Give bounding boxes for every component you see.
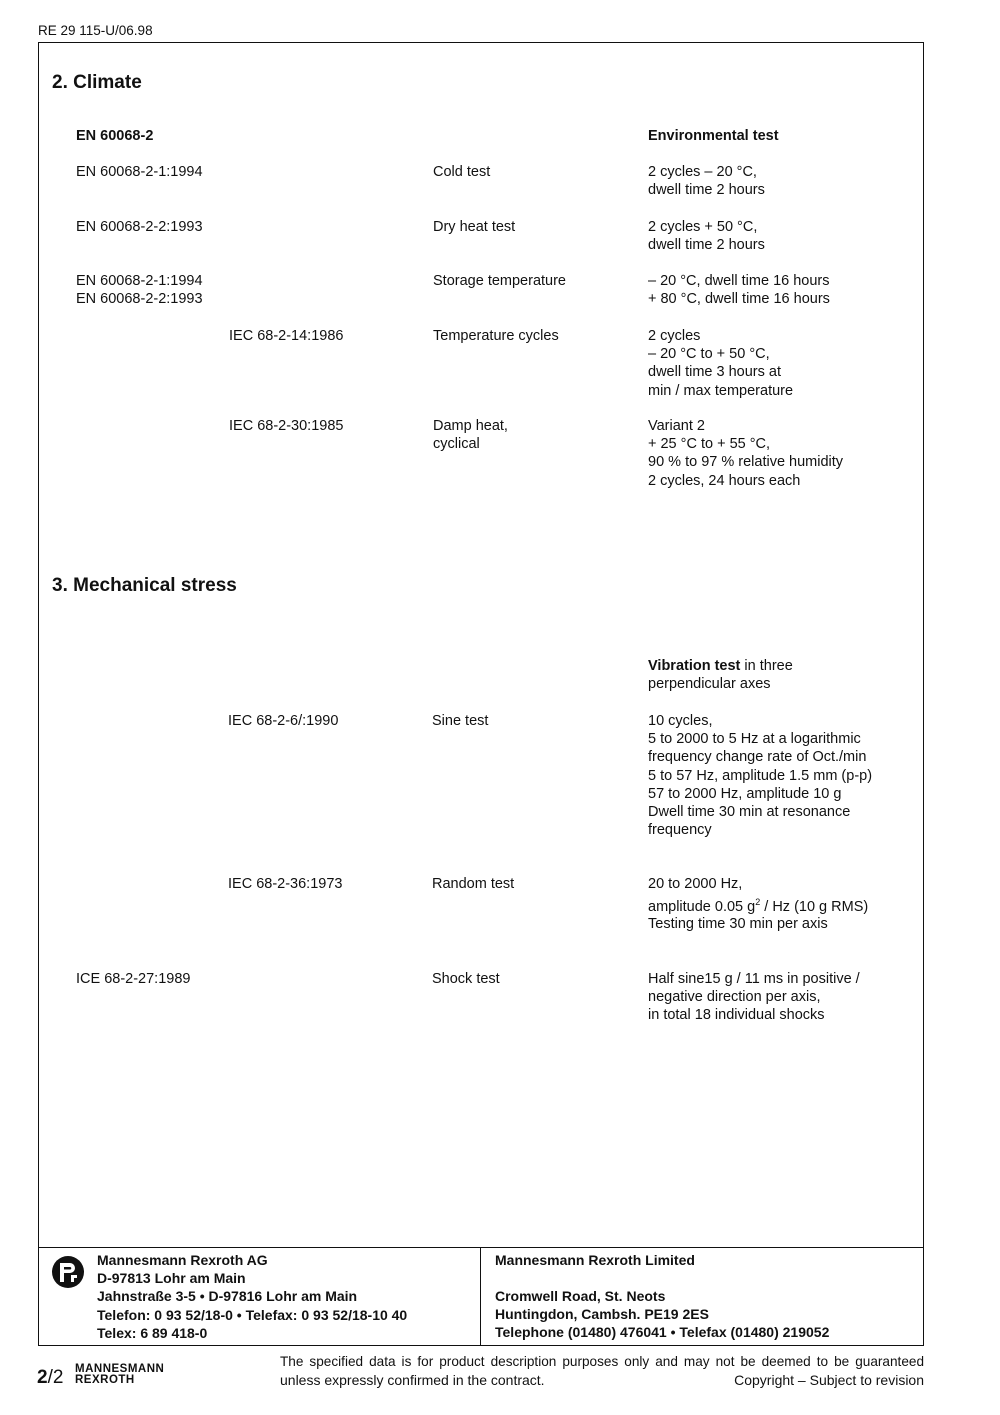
climate-standard: EN 60068-2-1:1994 bbox=[76, 164, 203, 180]
climate-test-spec: Variant 2 bbox=[648, 418, 705, 434]
sine-spec-line: 5 to 57 Hz, amplitude 1.5 mm (p-p) bbox=[648, 767, 873, 784]
document-reference: RE 29 115-U/06.98 bbox=[38, 23, 153, 38]
climate-environment-header: Environmental test bbox=[648, 128, 779, 144]
mechanical-heading: 3. Mechanical stress bbox=[52, 575, 237, 596]
sine-spec-line: 5 to 2000 to 5 Hz at a logarithmic bbox=[648, 731, 861, 748]
footer-germany-line: Telefon: 0 93 52/18-0 • Telefax: 0 93 52/18-10 40 bbox=[97, 1306, 408, 1323]
footer-uk-company: Mannesmann Rexroth Limited bbox=[495, 1252, 695, 1268]
footer-germany-line: Telex: 6 89 418-0 bbox=[97, 1324, 208, 1341]
climate-test-spec: + 25 °C to + 55 °C, bbox=[648, 436, 771, 453]
footer-uk-line: Huntingdon, Cambsh. PE19 2ES bbox=[495, 1306, 709, 1323]
shock-spec-line: in total 18 individual shocks bbox=[648, 1007, 825, 1024]
climate-test-spec: – 20 °C, dwell time 16 hours bbox=[648, 273, 830, 289]
page-number-total: /2 bbox=[47, 1367, 64, 1388]
footer-germany-line: D-97813 Lohr am Main bbox=[97, 1270, 246, 1287]
footer-uk-line: Cromwell Road, St. Neots bbox=[495, 1288, 666, 1304]
climate-test-spec: 2 cycles, 24 hours each bbox=[648, 472, 801, 489]
climate-standard-header: EN 60068-2 bbox=[76, 128, 154, 144]
random-test-spec-line: 20 to 2000 Hz, bbox=[648, 876, 743, 892]
climate-test-name: Temperature cycles bbox=[433, 328, 559, 344]
climate-test-name: Cold test bbox=[433, 164, 491, 180]
sine-spec-line: 57 to 2000 Hz, amplitude 10 g bbox=[648, 785, 842, 802]
climate-test-name: Dry heat test bbox=[433, 219, 516, 235]
climate-test-name: Storage temperature bbox=[433, 273, 566, 289]
brand-line-2: REXROTH bbox=[75, 1374, 135, 1386]
random-test-name: Random test bbox=[432, 876, 515, 892]
sine-test-standard: IEC 68-2-6/:1990 bbox=[228, 713, 339, 729]
climate-standard: EN 60068-2-1:1994 bbox=[76, 273, 203, 289]
random-test-standard: IEC 68-2-36:1973 bbox=[228, 876, 343, 892]
climate-test-spec: 2 cycles bbox=[648, 328, 701, 344]
climate-test-spec: + 80 °C, dwell time 16 hours bbox=[648, 291, 830, 308]
climate-standard: EN 60068-2-2:1993 bbox=[76, 219, 203, 235]
shock-test-standard: ICE 68-2-27:1989 bbox=[76, 971, 191, 987]
footer-divider bbox=[38, 1247, 924, 1248]
climate-test-name: Damp heat, bbox=[433, 418, 508, 434]
page-number bbox=[37, 1367, 63, 1389]
vibration-test-axes: perpendicular axes bbox=[648, 676, 771, 692]
amplitude-unit: / Hz (10 g RMS) bbox=[760, 898, 869, 915]
vibration-test-label: Vibration test bbox=[648, 658, 741, 674]
sine-spec-line: frequency bbox=[648, 822, 712, 839]
sine-spec-line: frequency change rate of Oct./min bbox=[648, 749, 867, 766]
copyright-notice: Copyright – Subject to revision bbox=[734, 1372, 924, 1388]
rexroth-logo-icon bbox=[51, 1255, 85, 1289]
footer-column-divider bbox=[480, 1247, 481, 1346]
page-number-current: 2 bbox=[37, 1367, 48, 1388]
amplitude-text: amplitude 0.05 g bbox=[648, 898, 756, 915]
footer-uk-line: Telephone (01480) 476041 • Telefax (01480) 219052 bbox=[495, 1324, 830, 1341]
climate-test-spec: dwell time 2 hours bbox=[648, 237, 765, 254]
climate-test-spec: 90 % to 97 % relative humidity bbox=[648, 454, 844, 471]
sine-test-name: Sine test bbox=[432, 713, 489, 729]
climate-test-spec: 2 cycles – 20 °C, bbox=[648, 164, 757, 180]
climate-heading: 2. Climate bbox=[52, 72, 142, 93]
climate-standard: EN 60068-2-2:1993 bbox=[76, 291, 203, 308]
sine-spec-line: 10 cycles, bbox=[648, 713, 713, 729]
brand-line-1: MANNESMANN bbox=[75, 1363, 165, 1375]
sine-spec-line: Dwell time 30 min at resonance bbox=[648, 804, 851, 820]
shock-test-name: Shock test bbox=[432, 971, 500, 987]
random-test-spec-amplitude bbox=[648, 893, 868, 916]
shock-spec-line: negative direction per axis, bbox=[648, 989, 821, 1006]
climate-test-spec: min / max temperature bbox=[648, 382, 794, 399]
footer-germany-line: Mannesmann Rexroth AG bbox=[97, 1252, 268, 1268]
climate-test-spec: – 20 °C to + 50 °C, bbox=[648, 346, 770, 363]
page-frame bbox=[38, 42, 924, 1346]
vibration-test-title bbox=[648, 657, 793, 675]
amplitude-exponent: 2 bbox=[755, 897, 761, 907]
climate-test-spec: 2 cycles + 50 °C, bbox=[648, 219, 758, 235]
climate-test-name: cyclical bbox=[433, 436, 480, 453]
shock-spec-line: Half sine15 g / 11 ms in positive / bbox=[648, 971, 860, 987]
random-test-testing-time: Testing time 30 min per axis bbox=[648, 916, 828, 932]
disclaimer-line-2: unless expressly confirmed in the contract. bbox=[280, 1372, 545, 1388]
climate-test-spec: dwell time 3 hours at bbox=[648, 364, 781, 381]
climate-iec-standard: IEC 68-2-14:1986 bbox=[229, 328, 344, 344]
vibration-test-suffix: in three bbox=[740, 658, 793, 674]
climate-test-spec: dwell time 2 hours bbox=[648, 182, 765, 199]
disclaimer-line-1: The specified data is for product description purposes only and may not be deemed to be guaranteed bbox=[280, 1354, 924, 1369]
footer-germany-line: Jahnstraße 3-5 • D-97816 Lohr am Main bbox=[97, 1288, 358, 1305]
climate-iec-standard: IEC 68-2-30:1985 bbox=[229, 418, 344, 434]
brand-wordmark bbox=[75, 1364, 164, 1386]
